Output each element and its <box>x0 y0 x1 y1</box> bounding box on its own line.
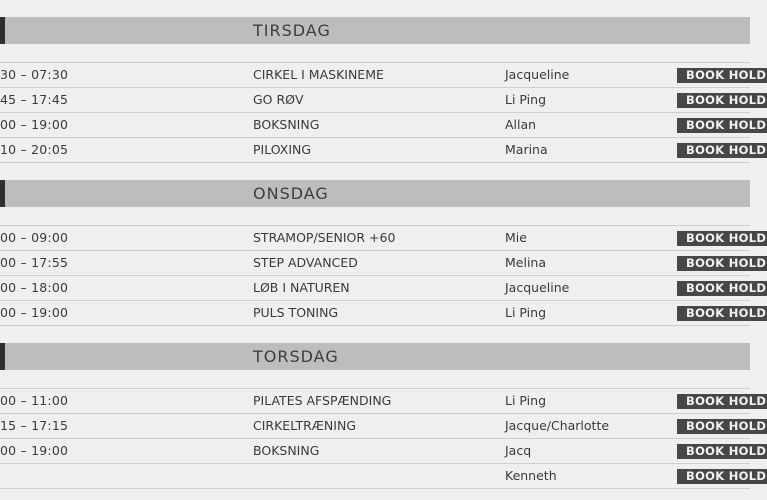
class-name: PILOXING <box>253 142 312 157</box>
class-row <box>0 62 767 87</box>
class-time: 00 – 18:00 <box>0 280 69 295</box>
day-title: ONSDAG <box>253 184 329 203</box>
class-row <box>0 112 767 137</box>
instructor-name: Li Ping <box>505 92 547 107</box>
class-row <box>0 463 767 489</box>
instructor-name: Melina <box>505 255 547 270</box>
class-row <box>0 87 767 112</box>
book-class-button[interactable]: BOOK HOLD <box>677 469 767 484</box>
class-list <box>0 388 767 489</box>
instructor-name: Jacqueline <box>505 67 570 82</box>
class-time: 00 – 19:00 <box>0 117 69 132</box>
class-time: 30 – 07:30 <box>0 67 69 82</box>
class-time: 45 – 17:45 <box>0 92 69 107</box>
book-class-button[interactable]: BOOK HOLD <box>677 394 767 409</box>
class-name: GO RØV <box>253 92 304 107</box>
class-list <box>0 62 767 163</box>
class-time: 00 – 09:00 <box>0 230 69 245</box>
day-header <box>0 180 750 207</box>
class-time: 00 – 11:00 <box>0 393 69 408</box>
class-row <box>0 388 767 413</box>
class-name: CIRKEL I MASKINEME <box>253 67 384 82</box>
class-time: 15 – 17:15 <box>0 418 69 433</box>
class-row <box>0 225 767 250</box>
book-class-button[interactable]: BOOK HOLD <box>677 281 767 296</box>
class-name: STEP ADVANCED <box>253 255 358 270</box>
day-header <box>0 17 750 44</box>
instructor-name: Jacque/Charlotte <box>505 418 610 433</box>
instructor-name: Marina <box>505 142 548 157</box>
book-class-button[interactable]: BOOK HOLD <box>677 444 767 459</box>
instructor-name: Allan <box>505 117 537 132</box>
class-row <box>0 413 767 438</box>
class-time: 10 – 20:05 <box>0 142 69 157</box>
class-name: PILATES AFSPÆNDING <box>253 393 392 408</box>
book-class-button[interactable]: BOOK HOLD <box>677 256 767 271</box>
class-time: 00 – 17:55 <box>0 255 69 270</box>
instructor-name: Kenneth <box>505 468 557 483</box>
class-name: CIRKELTRÆNING <box>253 418 357 433</box>
class-name: STRAMOP/SENIOR +60 <box>253 230 396 245</box>
instructor-name: Li Ping <box>505 393 547 408</box>
class-row <box>0 250 767 275</box>
instructor-name: Mie <box>505 230 527 245</box>
day-title: TIRSDAG <box>253 21 331 40</box>
class-time: 00 – 19:00 <box>0 305 69 320</box>
instructor-name: Jacq <box>505 443 532 458</box>
class-row <box>0 300 767 326</box>
book-class-button[interactable]: BOOK HOLD <box>677 68 767 83</box>
class-name: PULS TONING <box>253 305 339 320</box>
class-name: LØB I NATUREN <box>253 280 350 295</box>
book-class-button[interactable]: BOOK HOLD <box>677 231 767 246</box>
book-class-button[interactable]: BOOK HOLD <box>677 306 767 321</box>
instructor-name: Jacqueline <box>505 280 570 295</box>
class-name: BOKSNING <box>253 443 320 458</box>
book-class-button[interactable]: BOOK HOLD <box>677 143 767 158</box>
book-class-button[interactable]: BOOK HOLD <box>677 93 767 108</box>
book-class-button[interactable]: BOOK HOLD <box>677 419 767 434</box>
book-class-button[interactable]: BOOK HOLD <box>677 118 767 133</box>
header-accent-bar <box>0 180 5 207</box>
class-list <box>0 225 767 326</box>
class-time: 00 – 19:00 <box>0 443 69 458</box>
instructor-name: Li Ping <box>505 305 547 320</box>
class-row <box>0 275 767 300</box>
header-accent-bar <box>0 343 5 370</box>
class-row <box>0 438 767 463</box>
class-row <box>0 137 767 163</box>
class-name: BOKSNING <box>253 117 320 132</box>
day-title: TORSDAG <box>253 347 339 366</box>
header-accent-bar <box>0 17 5 44</box>
day-header <box>0 343 750 370</box>
